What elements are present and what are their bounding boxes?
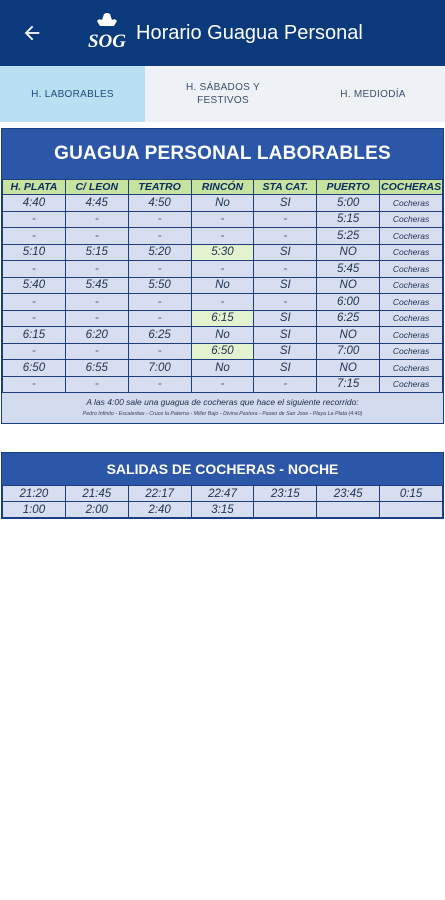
schedule-cell: Cocheras <box>380 327 443 344</box>
schedule-cell: - <box>65 376 128 393</box>
col-header-h-plata: H. PLATA <box>3 180 66 195</box>
back-button[interactable] <box>12 13 52 53</box>
schedule-cell: - <box>65 294 128 311</box>
schedule-cell: 6:55 <box>65 360 128 377</box>
schedule-table <box>2 179 443 393</box>
schedule-cell: Cocheras <box>380 195 443 212</box>
schedule-cell: - <box>65 211 128 228</box>
schedule-header-row <box>3 180 443 195</box>
schedule-cell: SI <box>254 277 317 294</box>
schedule-cell: NO <box>317 327 380 344</box>
schedule-cell: SI <box>254 343 317 360</box>
schedule-cell: - <box>65 228 128 245</box>
tab-sabados-festivos[interactable] <box>145 66 301 122</box>
schedule-cell: - <box>254 228 317 245</box>
col-header-c-leon: C/ LEON <box>65 180 128 195</box>
schedule-cell: No <box>191 360 254 377</box>
schedule-cell: - <box>3 310 66 327</box>
salidas-cell: 2:00 <box>65 502 128 518</box>
salidas-cell <box>317 502 380 518</box>
schedule-row <box>3 360 443 377</box>
schedule-cell: NO <box>317 277 380 294</box>
schedule-cell: 7:15 <box>317 376 380 393</box>
salidas-cell: 2:40 <box>128 502 191 518</box>
logo-text: SOG <box>87 31 127 52</box>
schedule-cell: - <box>254 211 317 228</box>
schedule-cell: 5:00 <box>317 195 380 212</box>
schedule-cell: 5:40 <box>3 277 66 294</box>
tab-bar <box>0 66 445 122</box>
schedule-cell: 6:25 <box>317 310 380 327</box>
schedule-cell: 6:50 <box>3 360 66 377</box>
schedule-cell: No <box>191 277 254 294</box>
back-arrow-icon <box>21 22 43 44</box>
schedule-cell: SI <box>254 310 317 327</box>
schedule-cell: - <box>65 343 128 360</box>
tab-sabados-label: H. SÁBADOS Y FESTIVOS <box>186 82 260 106</box>
schedule-cell: 7:00 <box>317 343 380 360</box>
schedule-cell: 5:15 <box>317 211 380 228</box>
salidas-table <box>2 485 443 518</box>
schedule-cell: - <box>3 211 66 228</box>
salidas-cell: 22:17 <box>128 486 191 502</box>
salidas-panel <box>1 452 444 519</box>
schedule-cell: 5:30 <box>191 244 254 261</box>
col-header-teatro: TEATRO <box>128 180 191 195</box>
salidas-cell: 22:47 <box>191 486 254 502</box>
schedule-cell: 6:15 <box>191 310 254 327</box>
schedule-cell: NO <box>317 244 380 261</box>
schedule-cell: - <box>3 294 66 311</box>
schedule-cell: Cocheras <box>380 294 443 311</box>
tab-laborables[interactable]: H. LABORABLES <box>0 66 145 122</box>
schedule-cell: 6:00 <box>317 294 380 311</box>
page-title: Horario Guagua Personal <box>136 21 363 44</box>
schedule-cell: - <box>128 294 191 311</box>
schedule-cell: 6:50 <box>191 343 254 360</box>
schedule-cell: - <box>191 261 254 278</box>
schedule-row <box>3 195 443 212</box>
schedule-cell: - <box>254 376 317 393</box>
schedule-row <box>3 244 443 261</box>
schedule-cell: - <box>128 261 191 278</box>
salidas-title: SALIDAS DE COCHERAS - NOCHE <box>2 453 443 485</box>
schedule-cell: Cocheras <box>380 244 443 261</box>
salidas-cell: 23:45 <box>317 486 380 502</box>
schedule-cell: No <box>191 195 254 212</box>
salidas-row <box>3 502 443 518</box>
sog-logo-icon <box>84 11 130 55</box>
schedule-cell: - <box>128 310 191 327</box>
schedule-cell: - <box>65 261 128 278</box>
schedule-cell: 5:45 <box>317 261 380 278</box>
schedule-cell: SI <box>254 244 317 261</box>
schedule-cell: - <box>191 376 254 393</box>
schedule-cell: SI <box>254 195 317 212</box>
col-header-sta-cat: STA CAT. <box>254 180 317 195</box>
schedule-cell: - <box>3 343 66 360</box>
schedule-cell: Cocheras <box>380 310 443 327</box>
salidas-cell: 3:15 <box>191 502 254 518</box>
schedule-cell: Cocheras <box>380 228 443 245</box>
schedule-row <box>3 228 443 245</box>
schedule-cell: 6:20 <box>65 327 128 344</box>
col-header-puerto: PUERTO <box>317 180 380 195</box>
schedule-cell: No <box>191 327 254 344</box>
tab-mediodia[interactable]: H. MEDIODÍA <box>340 88 406 100</box>
schedule-row <box>3 376 443 393</box>
schedule-cell: - <box>191 228 254 245</box>
salidas-cell: 0:15 <box>380 486 443 502</box>
col-header-cocheras: COCHERAS <box>380 181 442 193</box>
schedule-cell: - <box>128 228 191 245</box>
schedule-row <box>3 277 443 294</box>
app-bar <box>0 0 445 66</box>
schedule-cell: Cocheras <box>380 343 443 360</box>
schedule-cell: - <box>191 294 254 311</box>
schedule-cell: NO <box>317 360 380 377</box>
schedule-cell: 5:25 <box>317 228 380 245</box>
col-header-rincon: RINCÓN <box>191 180 254 195</box>
schedule-row <box>3 343 443 360</box>
schedule-cell: 4:50 <box>128 195 191 212</box>
schedule-title: GUAGUA PERSONAL LABORABLES <box>2 129 443 179</box>
schedule-cell: - <box>128 376 191 393</box>
schedule-cell: - <box>128 211 191 228</box>
schedule-panel <box>1 128 444 424</box>
schedule-cell: - <box>3 376 66 393</box>
salidas-cell: 23:15 <box>254 486 317 502</box>
schedule-row <box>3 211 443 228</box>
salidas-row <box>3 486 443 502</box>
salidas-cell: 1:00 <box>3 502 66 518</box>
schedule-cell: 6:15 <box>3 327 66 344</box>
schedule-cell: Cocheras <box>380 376 443 393</box>
salidas-cell <box>254 502 317 518</box>
schedule-cell: SI <box>254 327 317 344</box>
schedule-cell: Cocheras <box>380 277 443 294</box>
schedule-cell: 4:45 <box>65 195 128 212</box>
schedule-cell: - <box>3 228 66 245</box>
schedule-cell: 5:15 <box>65 244 128 261</box>
schedule-cell: - <box>3 261 66 278</box>
schedule-cell: 7:00 <box>128 360 191 377</box>
salidas-cell <box>380 502 443 518</box>
schedule-row <box>3 310 443 327</box>
route-description: Pedro Infinito - Escaleritas - Cruce la Paterna - Miller Bajo - Divina Pastora - Paseo de San Jose - Playa La Plata (4:40) <box>82 411 363 417</box>
salidas-cell: 21:20 <box>3 486 66 502</box>
schedule-cell: 5:10 <box>3 244 66 261</box>
schedule-cell: - <box>254 294 317 311</box>
schedule-cell: 4:40 <box>3 195 66 212</box>
schedule-cell: 5:20 <box>128 244 191 261</box>
schedule-cell: 6:25 <box>128 327 191 344</box>
schedule-cell: SI <box>254 360 317 377</box>
schedule-cell: Cocheras <box>380 360 443 377</box>
schedule-cell: Cocheras <box>380 211 443 228</box>
schedule-cell: Cocheras <box>380 261 443 278</box>
sog-logo <box>84 11 130 55</box>
schedule-row <box>3 261 443 278</box>
schedule-cell: - <box>191 211 254 228</box>
schedule-cell: - <box>128 343 191 360</box>
schedule-note: A las 4:00 sale una guagua de cocheras que hace el siguiente recorrido: <box>86 397 359 407</box>
salidas-cell: 21:45 <box>65 486 128 502</box>
schedule-cell: 5:45 <box>65 277 128 294</box>
schedule-row <box>3 327 443 344</box>
schedule-cell: - <box>254 261 317 278</box>
schedule-cell: 5:50 <box>128 277 191 294</box>
schedule-cell: - <box>65 310 128 327</box>
schedule-row <box>3 294 443 311</box>
